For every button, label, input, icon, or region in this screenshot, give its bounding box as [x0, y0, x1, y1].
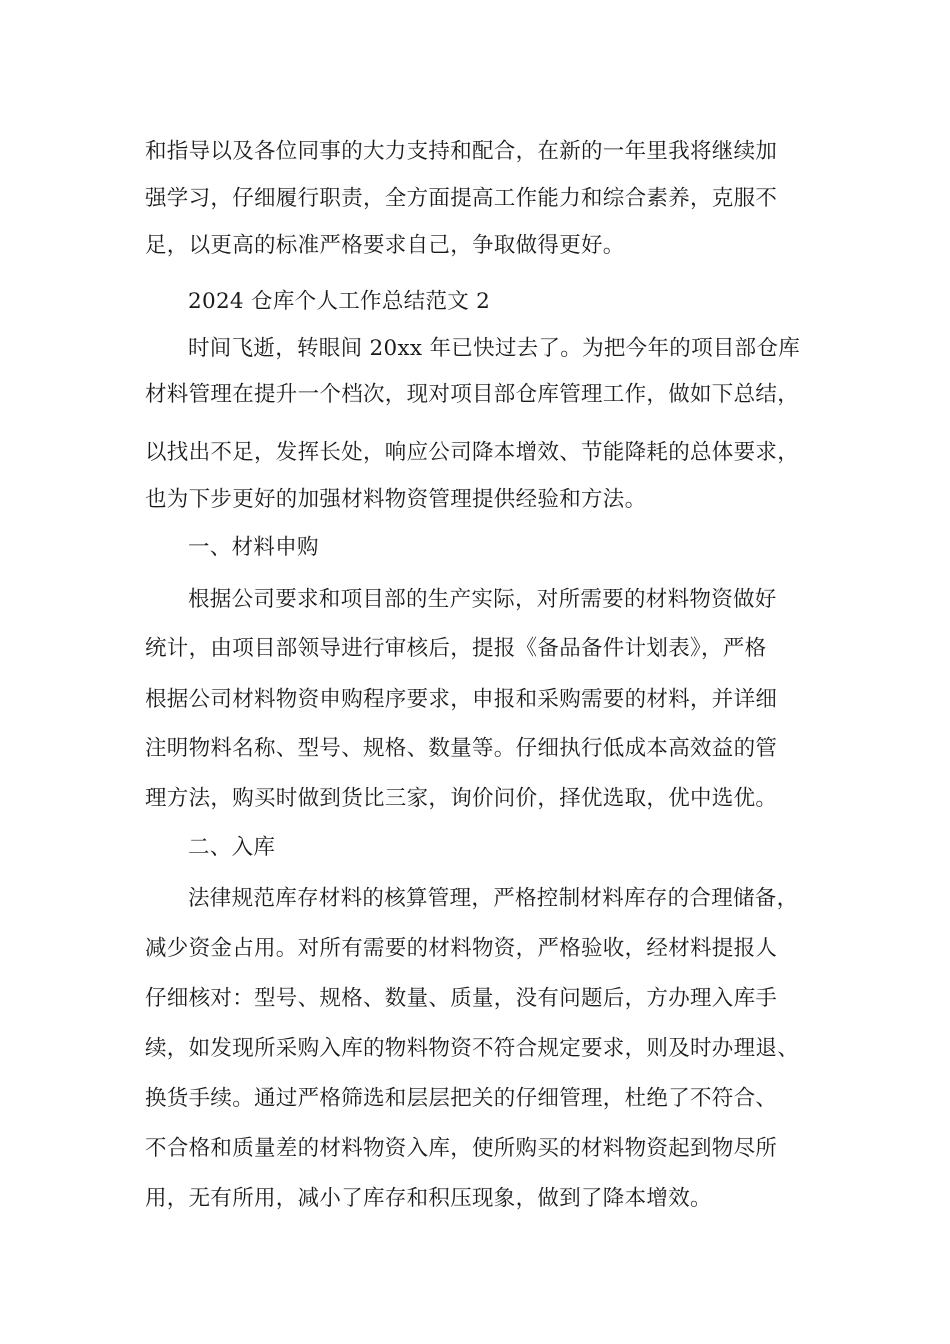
- body-text-line: 和指导以及各位同事的大力支持和配合，在新的一年里我将继续加: [145, 139, 778, 164]
- body-text-line: 用，无有所用，减小了库存和积压现象，做到了降本增效。: [145, 1186, 712, 1211]
- body-text-line: 根据公司要求和项目部的生产实际，对所需要的材料物资做好: [188, 587, 777, 612]
- body-text-line: 统计，由项目部领导进行审核后，提报《备品备件计划表》，严格: [145, 636, 767, 661]
- body-text-line: 法律规范库存材料的核算管理，严格控制材料库存的合理储备，: [188, 886, 799, 911]
- body-text-line: 足，以更高的标准严格要求自己，争取做得更好。: [145, 233, 625, 258]
- body-text-line: 减少资金占用。对所有需要的材料物资，严格验收，经材料提报人: [145, 936, 778, 961]
- body-text-line: 强学习，仔细履行职责，全方面提高工作能力和综合素养，克服不: [145, 186, 778, 211]
- body-text-line: 注明物料名称、型号、规格、数量等。仔细执行低成本高效益的管: [145, 736, 778, 761]
- body-text-line: 理方法，购买时做到货比三家，询价问价，择优选取，优中选优。: [145, 786, 778, 811]
- body-text-line: 以找出不足，发挥长处，响应公司降本增效、节能降耗的总体要求，: [145, 440, 800, 465]
- body-text-line: 续，如发现所采购入库的物料物资不符合规定要求，则及时办理退、: [145, 1036, 800, 1061]
- body-text-line: 也为下步更好的加强材料物资管理提供经验和方法。: [145, 487, 647, 512]
- body-text-line: 不合格和质量差的材料物资入库，使所购买的材料物资起到物尽所: [145, 1136, 778, 1161]
- body-text-line: 换货手续。通过严格筛选和层层把关的仔细管理，杜绝了不符合、: [145, 1086, 778, 1111]
- body-text-line: 材料管理在提升一个档次，现对项目部仓库管理工作，做如下总结，: [145, 382, 800, 407]
- subsection-heading: 一、材料申购: [188, 535, 319, 560]
- body-text-line: 根据公司材料物资申购程序要求，申报和采购需要的材料，并详细: [145, 687, 778, 712]
- section-title: 2024 仓库个人工作总结范文 2: [188, 289, 491, 314]
- subsection-heading: 二、入库: [188, 835, 276, 860]
- body-text-line: 仔细核对：型号、规格、数量、质量，没有问题后，方办理入库手: [145, 986, 778, 1011]
- body-text-line: 时间飞逝，转眼间 20xx 年已快过去了。为把今年的项目部仓库: [188, 336, 801, 361]
